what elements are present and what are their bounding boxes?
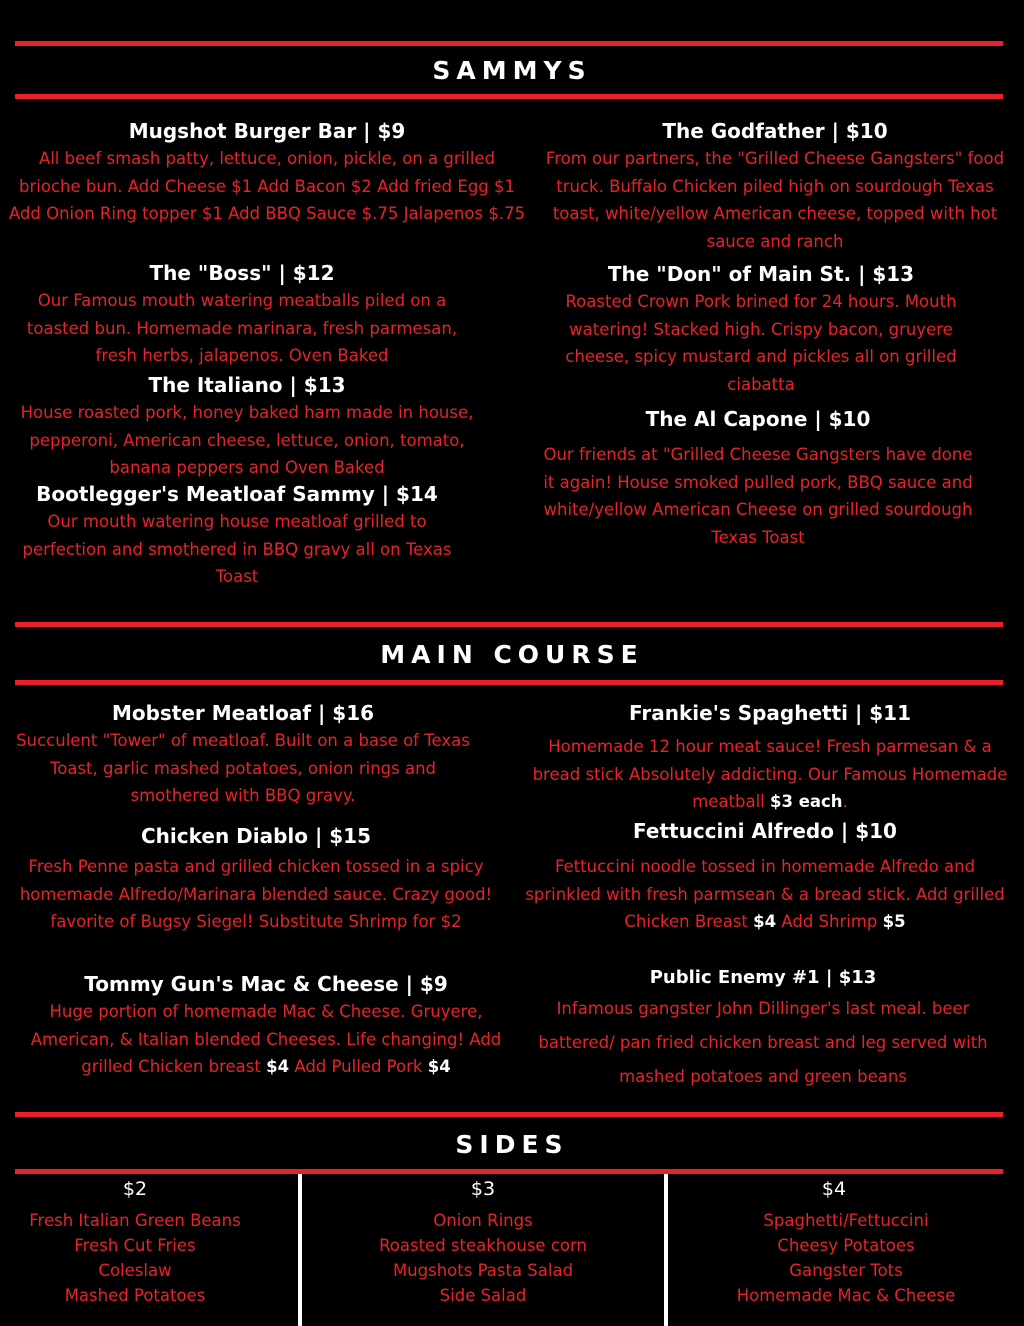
- side-item: Spaghetti/Fettuccini: [763, 1211, 929, 1230]
- menu-item-diablo: [14, 822, 498, 936]
- item-desc: From our partners, the "Grilled Cheese Gangsters" food truck. Buffalo Chicken piled high on sourdough Texas toast, white/yellow American cheese, topped with hot sauce and ranch: [545, 149, 1005, 251]
- main-course-title: MAIN COURSE: [380, 640, 644, 669]
- side-list: [302, 1208, 664, 1308]
- item-name: Public Enemy #1 | $13: [649, 967, 877, 988]
- side-list: [668, 1208, 1024, 1308]
- side-item: Fresh Italian Green Beans: [29, 1211, 241, 1230]
- item-name: The Italiano | $13: [148, 373, 346, 397]
- menu-item-frankie: [522, 699, 1018, 816]
- menu-item-bootlegger: [18, 480, 456, 591]
- item-desc: Huge portion of homemade Mac & Cheese. Gruyere, American, & Italian blended Cheeses. Life changing! Add grilled Chicken breast $4 Add Pulled Pork $4: [30, 1002, 502, 1076]
- item-name: Mugshot Burger Bar | $9: [128, 119, 406, 143]
- item-name: Chicken Diablo | $15: [141, 824, 371, 848]
- section-rule: [15, 1112, 1003, 1117]
- side-price: $2: [122, 1178, 148, 1200]
- side-price: $4: [821, 1178, 847, 1200]
- item-name: Fettuccini Alfredo | $10: [633, 819, 897, 843]
- item-name: The Godfather | $10: [662, 119, 888, 143]
- sides-column-2: [0, 1176, 270, 1308]
- item-desc: Our mouth watering house meatloaf grilled to perfection and smothered in BBQ gravy all on Texas Toast: [22, 512, 452, 586]
- menu-item-boss: [18, 259, 466, 370]
- menu-item-mobster: [8, 699, 478, 810]
- item-desc: Our Famous mouth watering meatballs piled on a toasted bun. Homemade marinara, fresh parmesan, fresh herbs, jalapenos. Oven Baked: [26, 291, 458, 365]
- item-desc: Homemade 12 hour meat sauce! Fresh parmesan & a bread stick Absolutely addicting. Our Famous Homemade meatball $3 each.: [532, 737, 1008, 811]
- menu-item-enemy: [526, 964, 1000, 1094]
- section-rule: [15, 94, 1003, 99]
- item-name: The "Don" of Main St. | $13: [607, 262, 915, 286]
- sammys-title: SAMMYS: [432, 56, 592, 85]
- item-name: Mobster Meatloaf | $16: [111, 701, 375, 725]
- item-desc: Our friends at "Grilled Cheese Gangsters have done it again! House smoked pulled pork, BBQ sauce and white/yellow American Cheese on grilled sourdough Texas Toast: [543, 445, 973, 547]
- item-desc: Infamous gangster John Dillinger's last meal. beer battered/ pan fried chicken breast and leg served with mashed potatoes and green beans: [538, 999, 988, 1086]
- menu-item-capone: [536, 405, 980, 551]
- item-name: The "Boss" | $12: [149, 261, 335, 285]
- sides-column-3: [302, 1176, 664, 1308]
- sides-column-4: [668, 1176, 1024, 1308]
- item-desc: All beef smash patty, lettuce, onion, pickle, on a grilled brioche bun. Add Cheese $1 Add Bacon $2 Add fried Egg $1 Add Onion Ring topper $1 Add BBQ Sauce $.75 Jalapenos $.75: [8, 149, 526, 223]
- section-rule: [15, 622, 1003, 627]
- sides-title: SIDES: [455, 1130, 569, 1159]
- section-rule: [15, 680, 1003, 685]
- side-item: Mugshots Pasta Salad: [392, 1261, 574, 1280]
- menu-item-fettuccini: [522, 817, 1008, 936]
- side-item: Gangster Tots: [789, 1261, 903, 1280]
- section-rule: [15, 1169, 1003, 1174]
- side-item: Mashed Potatoes: [64, 1286, 206, 1305]
- side-list: [0, 1208, 270, 1308]
- item-desc: Fettuccini noodle tossed in homemade Alfredo and sprinkled with fresh parmsean & a bread stick. Add grilled Chicken Breast $4 Add Shrimp $5: [525, 857, 1005, 931]
- side-item: Coleslaw: [98, 1261, 172, 1280]
- menu-item-italiano: [18, 371, 476, 482]
- item-desc: Roasted Crown Pork brined for 24 hours. Mouth watering! Stacked high. Crispy bacon, gruyere cheese, spicy mustard and pickles all on grilled ciabatta: [565, 292, 957, 394]
- item-name: Frankie's Spaghetti | $11: [629, 701, 911, 725]
- side-item: Cheesy Potatoes: [777, 1236, 915, 1255]
- item-desc: Fresh Penne pasta and grilled chicken tossed in a spicy homemade Alfredo/Marinara blended sauce. Crazy good! favorite of Bugsy Siegel! Substitute Shrimp for $2: [19, 857, 493, 931]
- item-desc: House roasted pork, honey baked ham made in house, pepperoni, American cheese, lettuce, onion, tomato, banana peppers and Oven Baked: [20, 403, 474, 477]
- menu-item-don: [536, 260, 986, 398]
- menu-item-godfather: [538, 117, 1012, 255]
- item-desc: Succulent "Tower" of meatloaf. Built on a base of Texas Toast, garlic mashed potatoes, onion rings and smothered with BBQ gravy.: [16, 731, 470, 805]
- side-price: $3: [470, 1178, 496, 1200]
- menu-item-tommy: [18, 970, 514, 1081]
- item-name: The Al Capone | $10: [645, 407, 871, 431]
- side-item: Onion Rings: [433, 1211, 533, 1230]
- section-rule: [15, 41, 1003, 46]
- side-item: Roasted steakhouse corn: [379, 1236, 587, 1255]
- side-item: Side Salad: [439, 1286, 527, 1305]
- item-name: Bootlegger's Meatloaf Sammy | $14: [36, 482, 438, 506]
- side-item: Fresh Cut Fries: [74, 1236, 196, 1255]
- menu-item-mugshot: [8, 117, 526, 228]
- side-item: Homemade Mac & Cheese: [736, 1286, 956, 1305]
- item-name: Tommy Gun's Mac & Cheese | $9: [84, 972, 448, 996]
